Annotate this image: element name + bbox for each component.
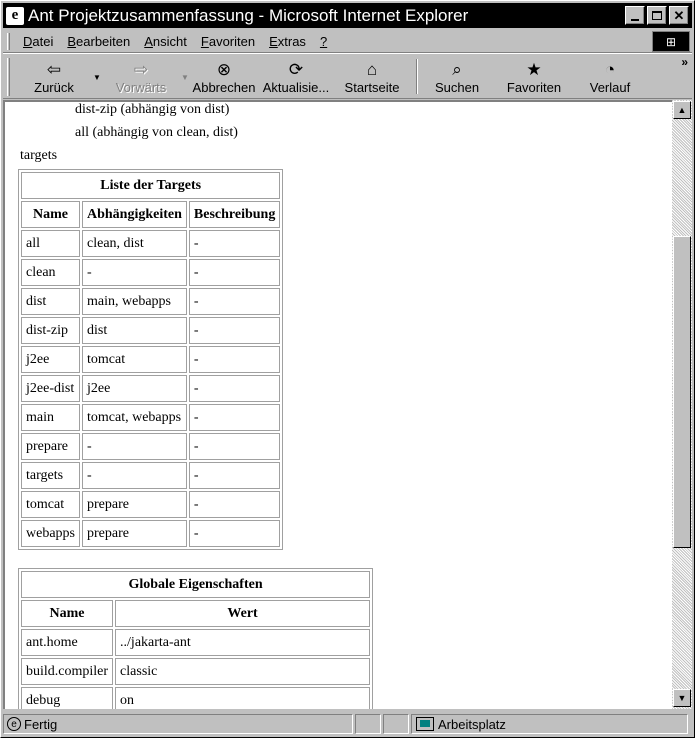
status-text-panel — [3, 714, 353, 734]
my-computer-icon — [416, 717, 434, 731]
maximize-button[interactable] — [647, 6, 667, 25]
table-row — [21, 687, 370, 709]
refresh-icon: ⟳ — [288, 60, 304, 79]
properties-table-caption: Globale Eigenschaften — [21, 571, 370, 598]
dependencies-cell: tomcat, webapps — [82, 404, 187, 431]
back-dropdown[interactable]: ▼ — [93, 73, 101, 82]
dependencies-cell: prepare — [82, 491, 187, 518]
dependency-line: all (abhängig von clean, dist) — [75, 125, 238, 140]
forward-label: Vorwärts — [115, 80, 167, 95]
vertical-scrollbar[interactable] — [672, 100, 692, 709]
title-bar[interactable] — [3, 3, 692, 28]
window-controls — [623, 6, 689, 25]
table-row — [21, 462, 280, 489]
dependencies-cell: main, webapps — [82, 288, 187, 315]
scroll-down-button[interactable] — [673, 689, 691, 707]
dependency-line: dist-zip (abhängig von dist) — [75, 102, 230, 117]
refresh-button[interactable] — [258, 55, 334, 98]
name-cell: prepare — [21, 433, 80, 460]
name-cell: tomcat — [21, 491, 80, 518]
search-icon: ⌕ — [452, 60, 462, 79]
favorites-label: Favoriten — [506, 80, 562, 95]
dependencies-cell: tomcat — [82, 346, 187, 373]
scroll-up-button[interactable] — [673, 101, 691, 119]
table-row — [21, 658, 370, 685]
name-cell: main — [21, 404, 80, 431]
name-cell: all — [21, 230, 80, 257]
menu-bar — [3, 30, 692, 53]
close-icon: ✕ — [673, 7, 685, 23]
name-cell: webapps — [21, 520, 80, 547]
property-value-cell: ../jakarta-ant — [115, 629, 370, 656]
targets-header-description: Beschreibung — [189, 201, 280, 228]
table-row — [21, 404, 280, 431]
menu-extras[interactable]: Extras — [269, 33, 306, 49]
description-cell: - — [189, 375, 280, 402]
search-label: Suchen — [434, 80, 480, 95]
window-title: Ant Projektzusammenfassung - Microsoft Internet Explorer — [28, 5, 469, 25]
targets-header-name: Name — [21, 201, 80, 228]
table-row — [21, 317, 280, 344]
table-row — [21, 259, 280, 286]
favorites-button[interactable] — [490, 55, 578, 98]
close-button[interactable] — [669, 6, 689, 25]
description-cell: - — [189, 288, 280, 315]
properties-table — [18, 568, 373, 709]
description-cell: - — [189, 520, 280, 547]
menu-grip[interactable] — [7, 33, 10, 50]
targets-label: targets — [20, 148, 58, 163]
description-cell: - — [189, 433, 280, 460]
minimize-button[interactable] — [625, 6, 645, 25]
dependencies-cell: - — [82, 259, 187, 286]
status-text: Fertig — [24, 716, 58, 732]
table-row — [21, 629, 370, 656]
description-cell: - — [189, 404, 280, 431]
targets-table-caption: Liste der Targets — [21, 172, 280, 199]
history-label: Verlauf — [589, 80, 631, 95]
name-cell: dist — [21, 288, 80, 315]
arrow-right-icon: ⇨ — [133, 60, 149, 79]
dependencies-cell: dist — [82, 317, 187, 344]
home-icon: ⌂ — [366, 60, 378, 79]
maximize-icon — [652, 11, 662, 20]
name-cell: targets — [21, 462, 80, 489]
menu-favoriten[interactable]: Favoriten — [200, 33, 256, 49]
menu-datei[interactable]: Datei — [23, 33, 54, 49]
targets-header-dependencies: Abhängigkeiten — [82, 201, 187, 228]
property-name-cell: debug — [21, 687, 113, 709]
scroll-thumb[interactable] — [673, 236, 691, 548]
status-bar — [3, 712, 692, 736]
name-cell: dist-zip — [21, 317, 80, 344]
description-cell: - — [189, 230, 280, 257]
triangle-down-icon: ▼ — [677, 693, 687, 703]
home-label: Startseite — [344, 80, 400, 95]
properties-header-value: Wert — [115, 600, 370, 627]
table-row — [21, 520, 280, 547]
history-icon: ◔ — [604, 60, 616, 79]
toolbar-more-chevron-icon[interactable]: » — [681, 55, 688, 69]
table-row — [21, 346, 280, 373]
description-cell: - — [189, 346, 280, 373]
toolbar-separator — [416, 59, 418, 94]
name-cell: clean — [21, 259, 80, 286]
home-button[interactable] — [334, 55, 410, 98]
dependencies-cell: j2ee — [82, 375, 187, 402]
property-name-cell: build.compiler — [21, 658, 113, 685]
triangle-up-icon: ▲ — [677, 105, 687, 115]
menu-bearbeiten[interactable]: Bearbeiten — [67, 33, 131, 49]
forward-button[interactable] — [102, 55, 180, 98]
description-cell: - — [189, 317, 280, 344]
zone-text: Arbeitsplatz — [438, 716, 506, 732]
stop-icon: ⊗ — [216, 60, 232, 79]
dependencies-cell: - — [82, 462, 187, 489]
favorites-icon: ★ — [526, 60, 542, 79]
menu-help[interactable]: ? — [319, 33, 328, 49]
page-content — [3, 100, 672, 709]
stop-label: Abbrechen — [192, 80, 256, 95]
table-row — [21, 230, 280, 257]
properties-header-name: Name — [21, 600, 113, 627]
forward-dropdown[interactable]: ▼ — [181, 73, 189, 82]
page-icon: e — [7, 717, 21, 731]
description-cell: - — [189, 259, 280, 286]
dependencies-cell: - — [82, 433, 187, 460]
refresh-label: Aktualisie... — [262, 80, 330, 95]
windows-logo-icon: ⊞ — [652, 31, 690, 52]
table-row — [21, 433, 280, 460]
name-cell: j2ee-dist — [21, 375, 80, 402]
back-button[interactable] — [16, 55, 92, 98]
history-button[interactable] — [578, 55, 642, 98]
search-button[interactable] — [424, 55, 490, 98]
zone-panel — [411, 714, 688, 734]
targets-table — [18, 169, 283, 550]
back-label: Zurück — [34, 80, 74, 95]
status-panel-blank — [383, 714, 409, 734]
dependencies-cell: prepare — [82, 520, 187, 547]
property-value-cell: on — [115, 687, 370, 709]
toolbar — [3, 55, 692, 99]
status-panel-blank — [355, 714, 381, 734]
property-value-cell: classic — [115, 658, 370, 685]
minimize-icon — [631, 19, 639, 21]
table-row — [21, 288, 280, 315]
stop-button[interactable] — [190, 55, 258, 98]
table-row — [21, 491, 280, 518]
table-row — [21, 375, 280, 402]
toolbar-grip[interactable] — [7, 58, 10, 96]
ie-logo-icon[interactable]: e — [6, 7, 24, 25]
menu-ansicht[interactable]: Ansicht — [144, 33, 187, 49]
dependencies-cell: clean, dist — [82, 230, 187, 257]
name-cell: j2ee — [21, 346, 80, 373]
property-name-cell: ant.home — [21, 629, 113, 656]
description-cell: - — [189, 462, 280, 489]
arrow-left-icon: ⇦ — [46, 60, 62, 79]
description-cell: - — [189, 491, 280, 518]
